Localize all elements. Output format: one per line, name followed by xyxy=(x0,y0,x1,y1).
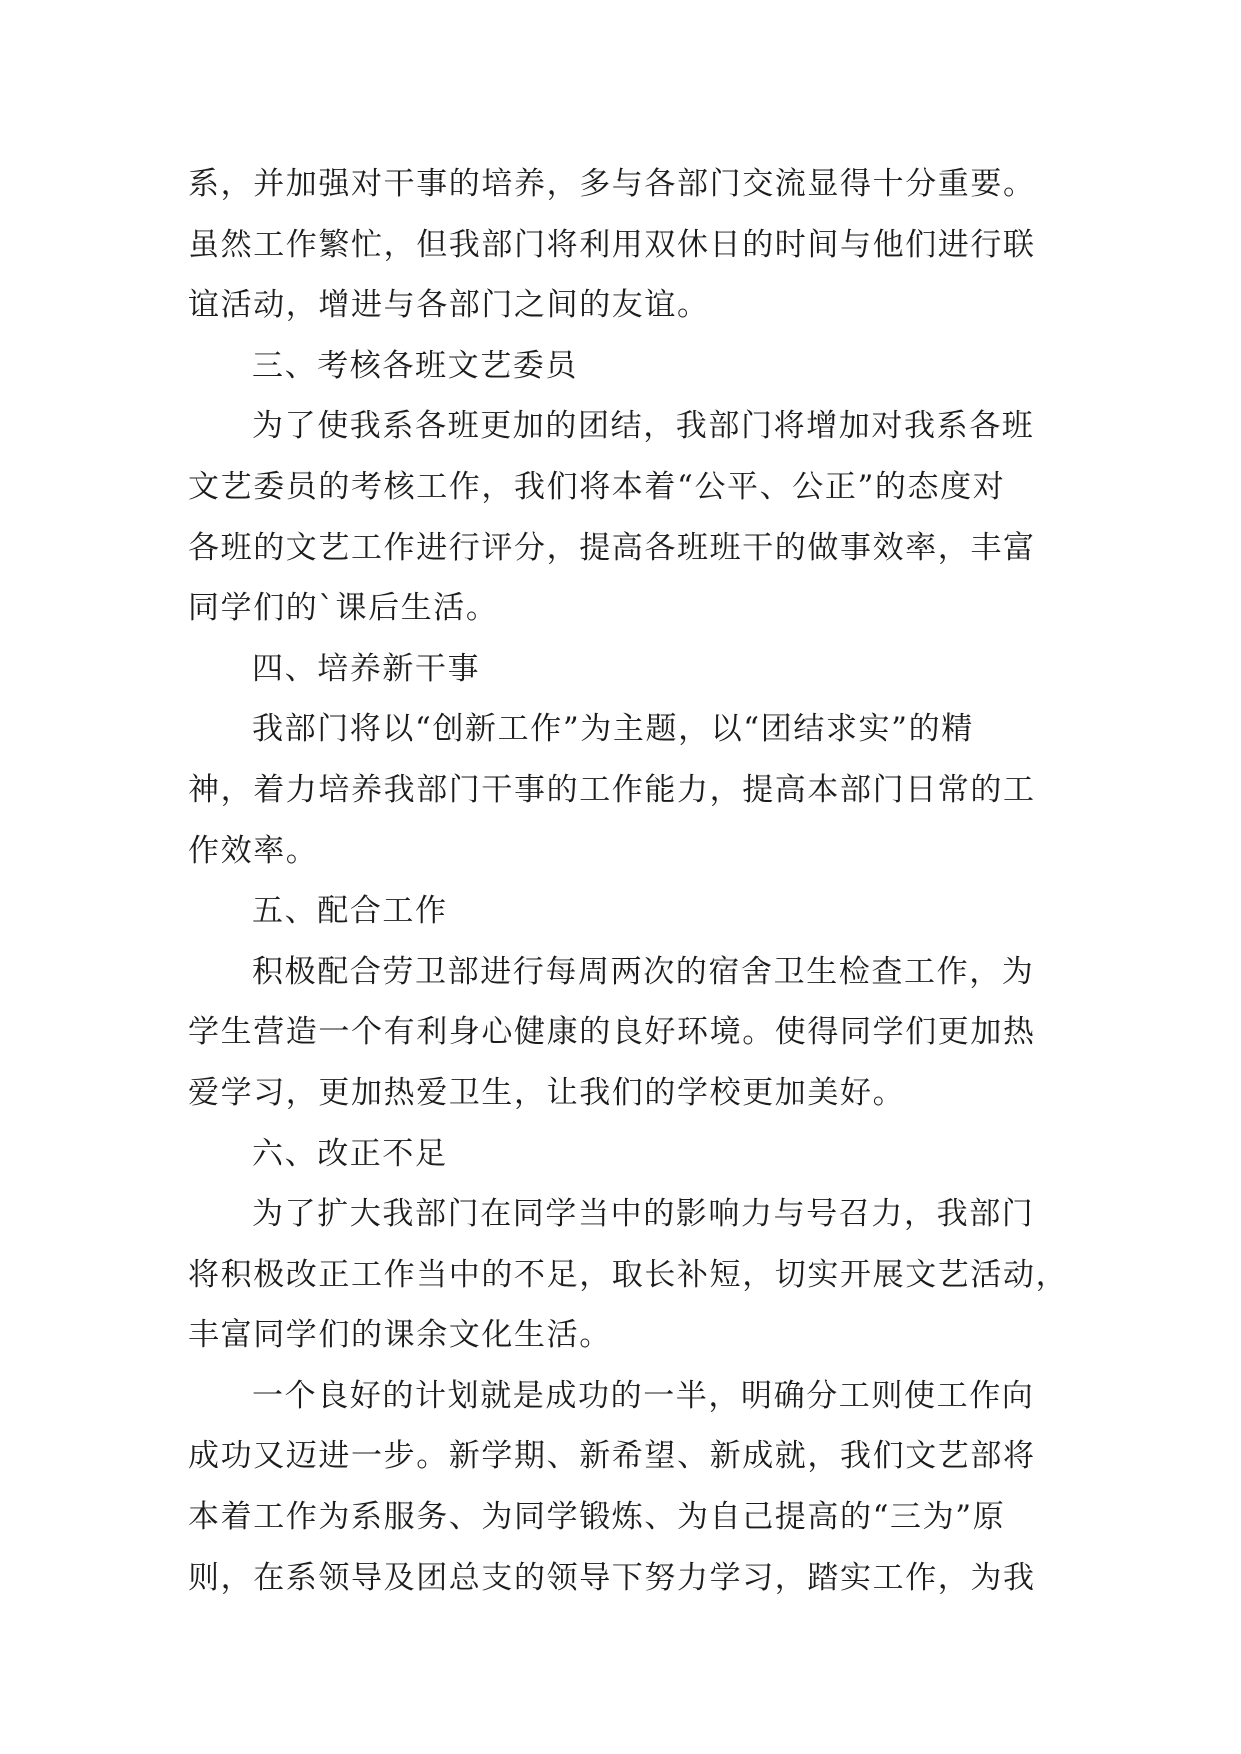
text-line: 为了使我系各班更加的团结，我部门将增加对我系各班 xyxy=(252,408,1035,445)
section-heading: 六、改正不足 xyxy=(252,1135,448,1172)
text-line: 积极配合劳卫部进行每周两次的宿舍卫生检查工作，为 xyxy=(252,953,1035,990)
document-body xyxy=(188,154,1069,1608)
text-line: 丰富同学们的课余文化生活。 xyxy=(188,1317,612,1354)
text-line: 为了扩大我部门在同学当中的影响力与号召力，我部门 xyxy=(252,1196,1035,1233)
text-line: 我部门将以“创新工作”为主题，以“团结求实”的精 xyxy=(252,711,974,748)
text-line: 一个良好的计划就是成功的一半，明确分工则使工作向 xyxy=(252,1377,1035,1414)
section-heading: 四、培养新干事 xyxy=(252,650,481,687)
text-line: 谊活动，增进与各部门之间的友谊。 xyxy=(188,287,710,324)
text-line: 同学们的`课后生活。 xyxy=(188,590,499,627)
text-line: 爱学习，更加热爱卫生，让我们的学校更加美好。 xyxy=(188,1074,906,1111)
text-line: 神，着力培养我部门干事的工作能力，提高本部门日常的工 xyxy=(188,771,1036,808)
text-line: 作效率。 xyxy=(188,832,319,869)
section-heading: 五、配合工作 xyxy=(252,893,448,930)
text-line: 则，在系领导及团总支的领导下努力学习，踏实工作，为我 xyxy=(188,1559,1036,1596)
text-line: 学生营造一个有利身心健康的良好环境。使得同学们更加热 xyxy=(188,1014,1036,1051)
section-heading: 三、考核各班文艺委员 xyxy=(252,347,578,384)
text-line: 文艺委员的考核工作，我们将本着“公平、公正”的态度对 xyxy=(188,468,1006,505)
text-line: 虽然工作繁忙，但我部门将利用双休日的时间与他们进行联 xyxy=(188,226,1036,263)
text-line: 将积极改正工作当中的不足，取长补短，切实开展文艺活动， xyxy=(188,1256,1069,1293)
text-line: 成功又迈进一步。新学期、新希望、新成就，我们文艺部将 xyxy=(188,1438,1036,1475)
text-line: 各班的文艺工作进行评分，提高各班班干的做事效率，丰富 xyxy=(188,529,1036,566)
text-line: 本着工作为系服务、为同学锻炼、为自己提高的“三为”原 xyxy=(188,1499,1006,1536)
text-line: 系，并加强对干事的培养，多与各部门交流显得十分重要。 xyxy=(188,166,1036,202)
